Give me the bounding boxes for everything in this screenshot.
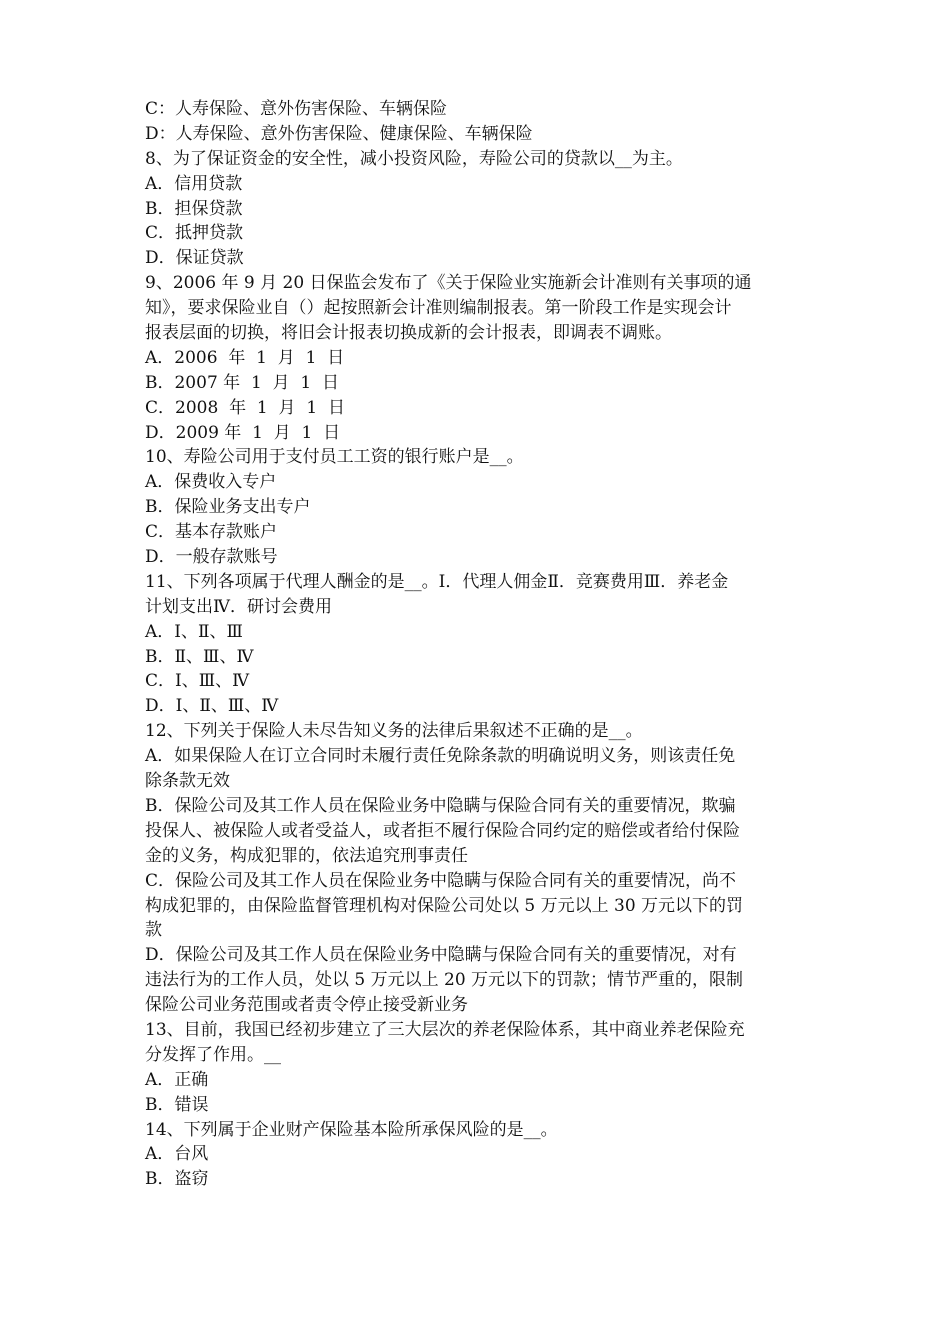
option-line: B．担保贷款 bbox=[145, 198, 243, 219]
question-line: 知》，要求保险业自（）起按照新会计准则编制报表。第一阶段工作是实现会计 bbox=[145, 298, 732, 319]
option-line: 构成犯罪的，由保险监督管理机构对保险公司处以 5 万元以上 30 万元以下的罚 bbox=[145, 895, 744, 916]
option-line: B．保险公司及其工作人员在保险业务中隐瞒与保险合同有关的重要情况，欺骗 bbox=[145, 795, 736, 816]
option-line: A．如果保险人在订立合同时未履行责任免除条款的明确说明义务，则该责任免 bbox=[145, 746, 736, 767]
option-line: A．正确 bbox=[145, 1069, 209, 1090]
option-line: C．基本存款账户 bbox=[145, 522, 278, 543]
question-line: 9、2006 年 9 月 20 日保监会发布了《关于保险业实施新会计准则有关事项的通 bbox=[145, 273, 752, 294]
option-line: A．2006 年 1 月 1 日 bbox=[145, 347, 345, 368]
option-line: C．Ⅰ、Ⅲ、Ⅳ bbox=[145, 671, 250, 692]
option-line: B．错误 bbox=[145, 1094, 209, 1115]
option-line: A．保费收入专户 bbox=[145, 472, 277, 493]
document-page bbox=[145, 97, 813, 1192]
question-line: 计划支出Ⅳ．研讨会费用 bbox=[145, 596, 332, 617]
option-line: A．Ⅰ、Ⅱ、Ⅲ bbox=[145, 621, 243, 642]
question-line: 12、下列关于保险人未尽告知义务的法律后果叙述不正确的是__。 bbox=[145, 721, 643, 742]
option-line: D．保险公司及其工作人员在保险业务中隐瞒与保险合同有关的重要情况，对有 bbox=[145, 945, 737, 966]
option-line: 款 bbox=[145, 920, 162, 941]
option-line: 保险公司业务范围或者责令停止接受新业务 bbox=[145, 995, 468, 1016]
option-line: 违法行为的工作人员，处以 5 万元以上 20 万元以下的罚款；情节严重的，限制 bbox=[145, 970, 744, 991]
option-line: B．保险业务支出专户 bbox=[145, 497, 311, 518]
question-line: 11、下列各项属于代理人酬金的是__。Ⅰ．代理人佣金Ⅱ．竞赛费用Ⅲ．养老金 bbox=[145, 571, 729, 592]
option-line: D．一般存款账号 bbox=[145, 547, 278, 568]
option-line: B．2007 年 1 月 1 日 bbox=[145, 372, 340, 393]
question-line: 报表层面的切换，将旧会计报表切换成新的会计报表，即调表不调账。 bbox=[145, 323, 672, 344]
option-line: C．2008 年 1 月 1 日 bbox=[145, 397, 345, 418]
question-line: 13、目前，我国已经初步建立了三大层次的养老保险体系，其中商业养老保险充 bbox=[145, 1019, 745, 1040]
question-line: 8、为了保证资金的安全性，减小投资风险，寿险公司的贷款以__为主。 bbox=[145, 148, 683, 169]
question-line: 分发挥了作用。__ bbox=[145, 1044, 281, 1065]
option-line: C：人寿保险、意外伤害保险、车辆保险 bbox=[145, 99, 448, 119]
option-line: D．2009 年 1 月 1 日 bbox=[145, 422, 341, 443]
option-line: D．Ⅰ、Ⅱ、Ⅲ、Ⅳ bbox=[145, 696, 279, 717]
option-line: B．盗窃 bbox=[145, 1169, 209, 1190]
option-line: D．保证贷款 bbox=[145, 248, 244, 269]
option-line: 除条款无效 bbox=[145, 771, 230, 792]
question-line: 14、下列属于企业财产保险基本险所承保风险的是__。 bbox=[145, 1119, 558, 1140]
option-line: A．台风 bbox=[145, 1144, 209, 1165]
option-line: A．信用贷款 bbox=[145, 173, 243, 194]
option-line: 金的义务，构成犯罪的，依法追究刑事责任 bbox=[145, 845, 468, 866]
option-line: 投保人、被保险人或者受益人，或者拒不履行保险合同约定的赔偿或者给付保险 bbox=[145, 820, 740, 841]
option-line: D：人寿保险、意外伤害保险、健康保险、车辆保险 bbox=[145, 123, 533, 144]
option-line: C．抵押贷款 bbox=[145, 223, 244, 244]
question-line: 10、寿险公司用于支付员工工资的银行账户是__。 bbox=[145, 447, 524, 468]
option-line: B．Ⅱ、Ⅲ、Ⅳ bbox=[145, 646, 254, 667]
option-line: C．保险公司及其工作人员在保险业务中隐瞒与保险合同有关的重要情况，尚不 bbox=[145, 870, 737, 891]
